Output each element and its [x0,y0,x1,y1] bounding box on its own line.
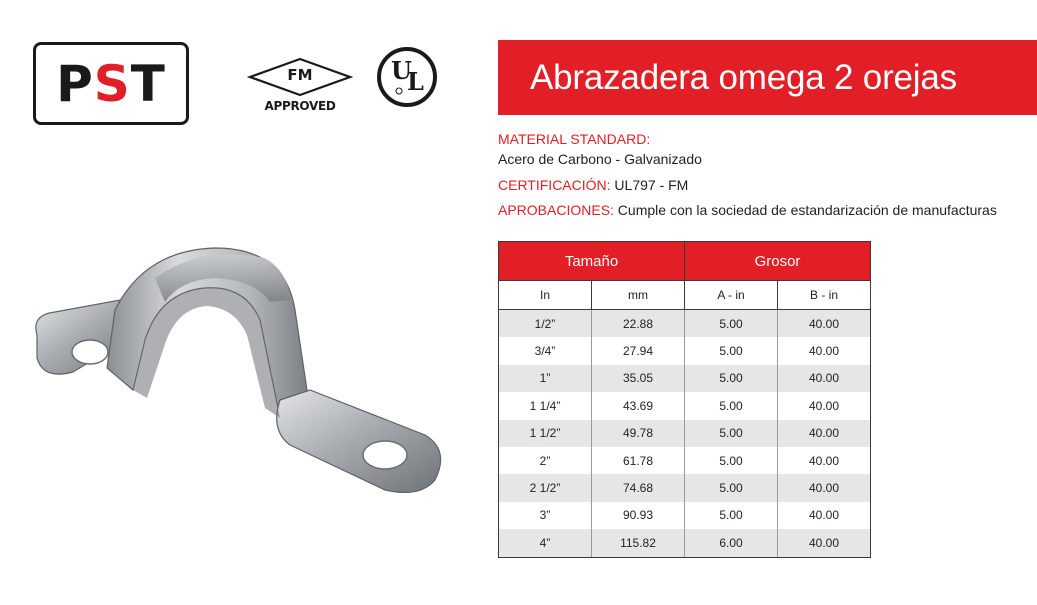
title-banner [498,40,1037,115]
column-header: B - in [778,281,871,310]
logo-letter-t: T [130,54,166,113]
table-cell: 40.00 [778,502,871,529]
table-cell: 1 1/4” [499,392,592,419]
table-cell: 61.78 [592,447,685,474]
table-cell: 5.00 [685,502,778,529]
table-cell: 4” [499,529,592,557]
table-row [499,529,871,557]
omega-clamp-photo [25,240,455,502]
certification-label: CERTIFICACIÓN: [498,177,611,193]
table-row [499,420,871,447]
table-cell: 90.93 [592,502,685,529]
group-header-thickness: Grosor [685,242,871,281]
table-cell: 5.00 [685,474,778,501]
table-cell: 49.78 [592,420,685,447]
table-cell: 1/2” [499,310,592,338]
table-cell: 43.69 [592,392,685,419]
table-row [499,447,871,474]
column-header: A - in [685,281,778,310]
ul-logo [376,46,438,108]
table-row [499,337,871,364]
table-cell: 40.00 [778,337,871,364]
approvals-label: APROBACIONES: [498,202,614,218]
table-cell: 5.00 [685,447,778,474]
table-cell: 40.00 [778,529,871,557]
column-header: In [499,281,592,310]
table-cell: 2 1/2” [499,474,592,501]
table-cell: 40.00 [778,420,871,447]
table-cell: 5.00 [685,310,778,338]
table-cell: 1” [499,365,592,392]
column-header: mm [592,281,685,310]
table-cell: 3” [499,502,592,529]
svg-text:L: L [407,67,424,96]
logo-letter-s: S [93,54,131,113]
table-cell: 3/4” [499,337,592,364]
table-cell: 35.05 [592,365,685,392]
table-cell: 6.00 [685,529,778,557]
material-value: Acero de Carbono - Galvanizado [498,151,702,167]
fm-letters: FM [287,66,313,84]
table-cell: 1 1/2” [499,420,592,447]
table-cell: 40.00 [778,474,871,501]
table-cell: 74.68 [592,474,685,501]
logo-letter-p: P [56,54,94,113]
size-table [498,241,871,558]
svg-text:U: U [391,56,412,85]
material-label: MATERIAL STANDARD: [498,131,651,147]
page-title: Abrazadera omega 2 orejas [530,57,957,97]
table-cell: 40.00 [778,365,871,392]
table-cell: 5.00 [685,337,778,364]
group-header-size: Tamaño [499,242,685,281]
table-cell: 2” [499,447,592,474]
table-row [499,365,871,392]
table-cell: 40.00 [778,447,871,474]
pst-logo [33,42,189,125]
table-row [499,392,871,419]
table-cell: 27.94 [592,337,685,364]
table-row [499,502,871,529]
approvals-value: Cumple con la sociedad de estandarización de manufacturas [613,202,997,218]
table-cell: 5.00 [685,392,778,419]
table-row [499,474,871,501]
table-cell: 40.00 [778,310,871,338]
table-cell: 5.00 [685,365,778,392]
certification-value: UL797 - FM [610,177,689,193]
fm-approved-text: APPROVED [264,99,336,113]
table-cell: 40.00 [778,392,871,419]
certification-line [498,177,688,193]
table-cell: 5.00 [685,420,778,447]
table-cell: 22.88 [592,310,685,338]
table-cell: 115.82 [592,529,685,557]
approvals-line [498,202,997,218]
table-row [499,310,871,338]
